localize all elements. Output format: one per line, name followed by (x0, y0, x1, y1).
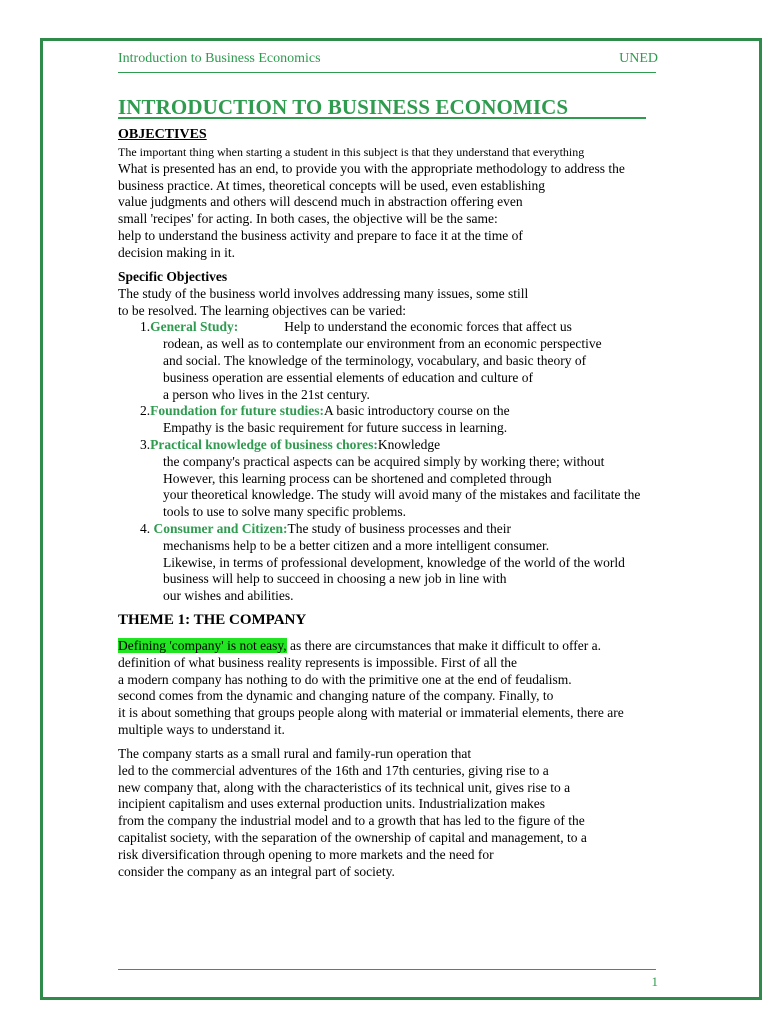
item-number: 2. (140, 403, 151, 419)
text-line: our wishes and abilities. (163, 588, 294, 604)
text-line: to be resolved. The learning objectives can be varied: (118, 302, 407, 318)
text-line: it is about something that groups people along with material or immaterial elements, there are (118, 705, 624, 721)
text-line: and social. The knowledge of the terminology, vocabulary, and basic theory of (163, 352, 587, 368)
list-item (118, 437, 678, 454)
text-line: The study of the business world involves addressing many issues, some still (118, 285, 529, 301)
running-header (118, 51, 658, 67)
text-line: your theoretical knowledge. The study will avoid many of the mistakes and facilitate the (163, 487, 641, 503)
list-item (118, 319, 678, 336)
text-line: definition of what business reality represents is impossible. First of all the (118, 654, 517, 670)
header-left: Introduction to Business Economics (118, 51, 321, 66)
text-line: a person who lives in the 21st century. (163, 386, 370, 402)
item-text: The study of business processes and their (287, 520, 511, 536)
theme-heading: THEME 1: THE COMPANY (118, 612, 307, 628)
objectives-paragraph (118, 144, 678, 262)
text-line: Empathy is the basic requirement for future success in learning. (163, 420, 508, 436)
text-line: However, this learning process can be shortened and completed through (163, 470, 552, 486)
text-line: business will help to succeed in choosing a new job in line with (163, 571, 507, 587)
text-line: the company's practical aspects can be acquired simply by working there; without (163, 453, 605, 469)
theme-paragraph-2 (118, 746, 678, 880)
item-number: 1. (140, 319, 151, 335)
text-line: multiple ways to understand it. (118, 721, 285, 737)
text-line: value judgments and others will descend much in abstraction offering even (118, 194, 523, 210)
item-label: General Study: (150, 319, 239, 335)
text-line: The company starts as a small rural and family-run operation that (118, 746, 472, 761)
text-line: What is presented has an end, to provide you with the appropriate methodology to address the (118, 160, 625, 176)
item-label: Practical knowledge of business chores: (150, 436, 378, 452)
text-line: decision making in it. (118, 244, 235, 260)
text-line: mechanisms help to be a better citizen and a more intelligent consumer. (163, 537, 550, 553)
text-line: tools to use to solve many specific problems. (163, 504, 406, 520)
item-number: 3. (140, 436, 151, 452)
list-item (118, 521, 678, 538)
header-right: UNED (619, 51, 658, 66)
text-line: from the company the industrial model and to a growth that has led to the figure of the (118, 813, 585, 829)
objectives-heading: OBJECTIVES (118, 127, 207, 142)
text-line: business operation are essential elements of education and culture of (163, 369, 533, 385)
objectives-intro: The important thing when starting a student in this subject is that they understand that everything (118, 145, 585, 159)
text-line: rodean, as well as to contemplate our environment from an economic perspective (163, 336, 602, 352)
document-title: INTRODUCTION TO BUSINESS ECONOMICS (118, 95, 569, 119)
text-line: led to the commercial adventures of the 16th and 17th centuries, giving rise to a (118, 762, 549, 778)
title-underline (118, 117, 646, 119)
footer-divider (118, 969, 656, 970)
list-item (118, 403, 678, 420)
text-line: help to understand the business activity and prepare to face it at the time of (118, 227, 523, 243)
text-fragment: as there are circumstances that make it difficult to offer a. (286, 638, 601, 653)
header-divider (118, 72, 656, 73)
item-text: A basic introductory course on the (324, 403, 510, 419)
text-line: risk diversification through opening to more markets and the need for (118, 846, 494, 862)
specific-objectives (118, 269, 678, 605)
item-label: Foundation for future studies: (150, 403, 325, 419)
text-line: new company that, along with the characteristics of its technical unit, gives rise to a (118, 779, 571, 795)
text-line: incipient capitalism and uses external production units. Industrialization makes (118, 796, 546, 812)
text-line: business practice. At times, theoretical concepts will be used, even establishing (118, 177, 546, 193)
page-number: 1 (651, 974, 658, 989)
item-label: Consumer and Citizen: (153, 520, 288, 536)
text-line: second comes from the dynamic and changing nature of the company. Finally, to (118, 688, 554, 704)
text-line: a modern company has nothing to do with the primitive one at the end of feudalism. (118, 671, 572, 687)
text-line: consider the company as an integral part of society. (118, 863, 395, 879)
theme-paragraph-1 (118, 638, 678, 739)
specific-heading: Specific Objectives (118, 269, 228, 284)
item-number: 4. (140, 520, 154, 536)
text-line (118, 638, 678, 655)
item-text: Help to understand the economic forces that affect us (284, 319, 572, 335)
text-line: Likewise, in terms of professional development, knowledge of the world of the world (163, 554, 625, 570)
text-line: small 'recipes' for acting. In both cases, the objective will be the same: (118, 211, 498, 227)
text-line: capitalist society, with the separation of the ownership of capital and management, to a (118, 829, 587, 845)
highlighted-text: Defining 'company' is not easy, (118, 638, 287, 653)
item-text: Knowledge (377, 436, 441, 452)
